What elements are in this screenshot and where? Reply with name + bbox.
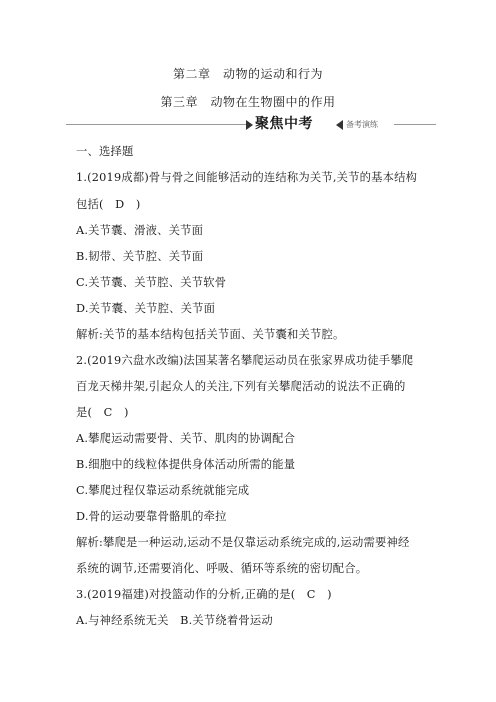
section-banner: [66, 117, 436, 133]
section-title: 第三章 动物在生物圈中的作用: [160, 95, 336, 109]
banner-rule-right: [394, 124, 436, 125]
chapter-title: 第二章 动物的运动和行为: [172, 67, 323, 81]
option-a: A.攀爬运动需要骨、关节、肌肉的协调配合: [76, 432, 296, 445]
option-c: C.攀爬过程仅靠运动系统就能完成: [76, 484, 250, 497]
section-heading: 一、选择题: [76, 145, 134, 158]
question-3-stem: 3.(2019福建)对投篮动作的分析,正确的是( C ): [76, 588, 332, 601]
question-2-stem-cont: 百龙天梯井架,引起众人的关注,下列有关攀爬活动的说法不正确的: [76, 380, 406, 393]
arrow-right-icon: [246, 120, 253, 130]
analysis: 解析:攀爬是一种运动,运动不是仅靠运动系统完成的,运动需要神经: [76, 536, 410, 549]
banner-title: 聚焦中考: [255, 116, 313, 132]
option-d: D.骨的运动要靠骨骼肌的牵拉: [76, 510, 227, 523]
options-a-b: A.与神经系统无关 B.关节绕着骨运动: [76, 614, 273, 627]
analysis-cont: 系统的调节,还需要消化、呼吸、循环等系统的密切配合。: [76, 562, 368, 575]
option-d: D.关节囊、关节腔、关节面: [76, 302, 216, 315]
question-1-stem-cont: 包括( D ): [76, 198, 141, 211]
arrow-left-icon: [336, 120, 343, 130]
analysis: 解析:关节的基本结构包括关节面、关节囊和关节腔。: [76, 328, 345, 341]
question-2-stem: 2.(2019六盘水改编)法国某著名攀爬运动员在张家界成功徒手攀爬: [76, 354, 414, 367]
option-c: C.关节囊、关节腔、关节软骨: [76, 276, 227, 289]
option-b: B.细胞中的线粒体提供身体活动所需的能量: [76, 458, 296, 471]
option-a: A.关节囊、滑液、关节面: [76, 224, 204, 237]
question-2-stem-end: 是( C ): [76, 406, 129, 419]
banner-subtitle: 备考演练: [346, 120, 378, 129]
question-1-stem: 1.(2019成都)骨与骨之间能够活动的连结称为关节,关节的基本结构: [76, 171, 418, 184]
option-b: B.韧带、关节腔、关节面: [76, 250, 204, 263]
banner-rule-left: [66, 124, 246, 125]
